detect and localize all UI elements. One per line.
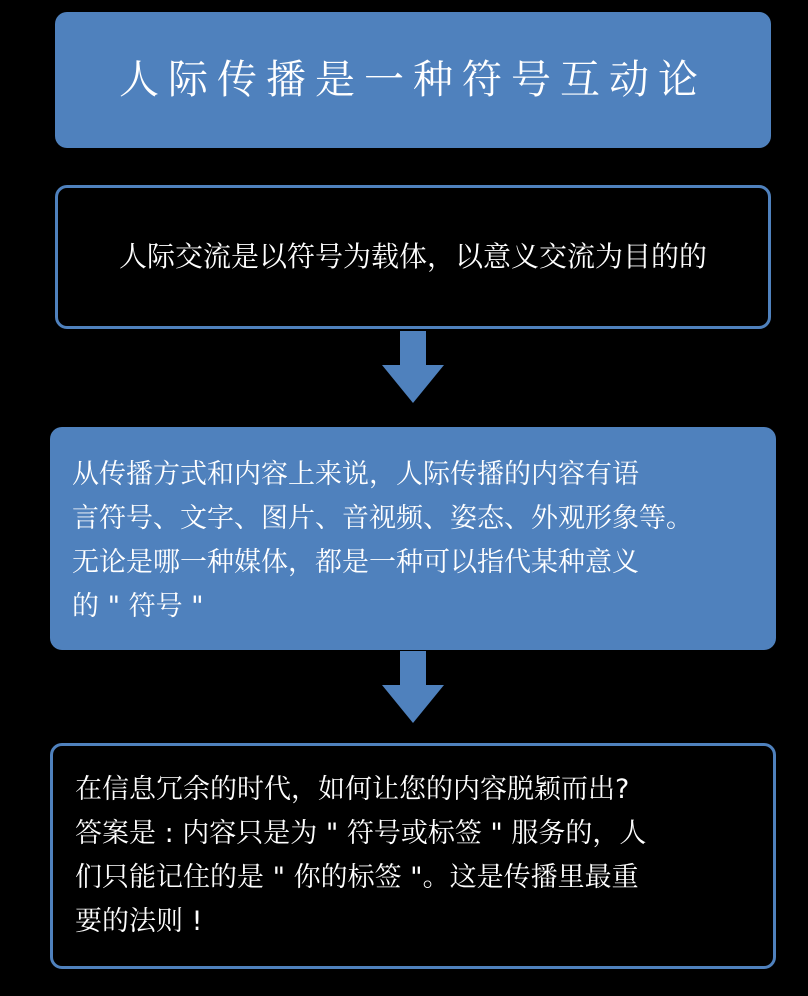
- box-communication-content-line: 无论是哪一种媒体，都是一种可以指代某种意义: [72, 547, 639, 578]
- down-arrow-1: [382, 331, 444, 403]
- box-symbol-carrier: [55, 185, 771, 329]
- box-symbol-carrier-text: 人际交流是以符号为载体，以意义交流为目的的: [118, 239, 707, 273]
- box-content-label-rule-line: 答案是 : 内容只是为 " 符号或标签 " 服务的，人: [75, 818, 647, 849]
- box-content-label-rule-line: 们只能记住的是 " 你的标签 "。这是传播里最重: [75, 862, 639, 893]
- title-box: [55, 12, 771, 148]
- box-communication-content: [50, 427, 776, 650]
- box-communication-content-line: 的 " 符号 ": [72, 591, 204, 622]
- box-communication-content-line: 言符号、文字、图片、音视频、姿态、外观形象等。: [72, 503, 693, 534]
- box-content-label-rule: [50, 743, 776, 969]
- box-communication-content-line: 从传播方式和内容上来说，人际传播的内容有语: [72, 459, 639, 490]
- down-arrow-2: [382, 651, 444, 723]
- box-content-label-rule-line: 在信息冗余的时代，如何让您的内容脱颖而出?: [75, 774, 630, 805]
- box-content-label-rule-line: 要的法则 !: [75, 906, 203, 937]
- diagram-title: 人际传播是一种符号互动论: [119, 57, 707, 103]
